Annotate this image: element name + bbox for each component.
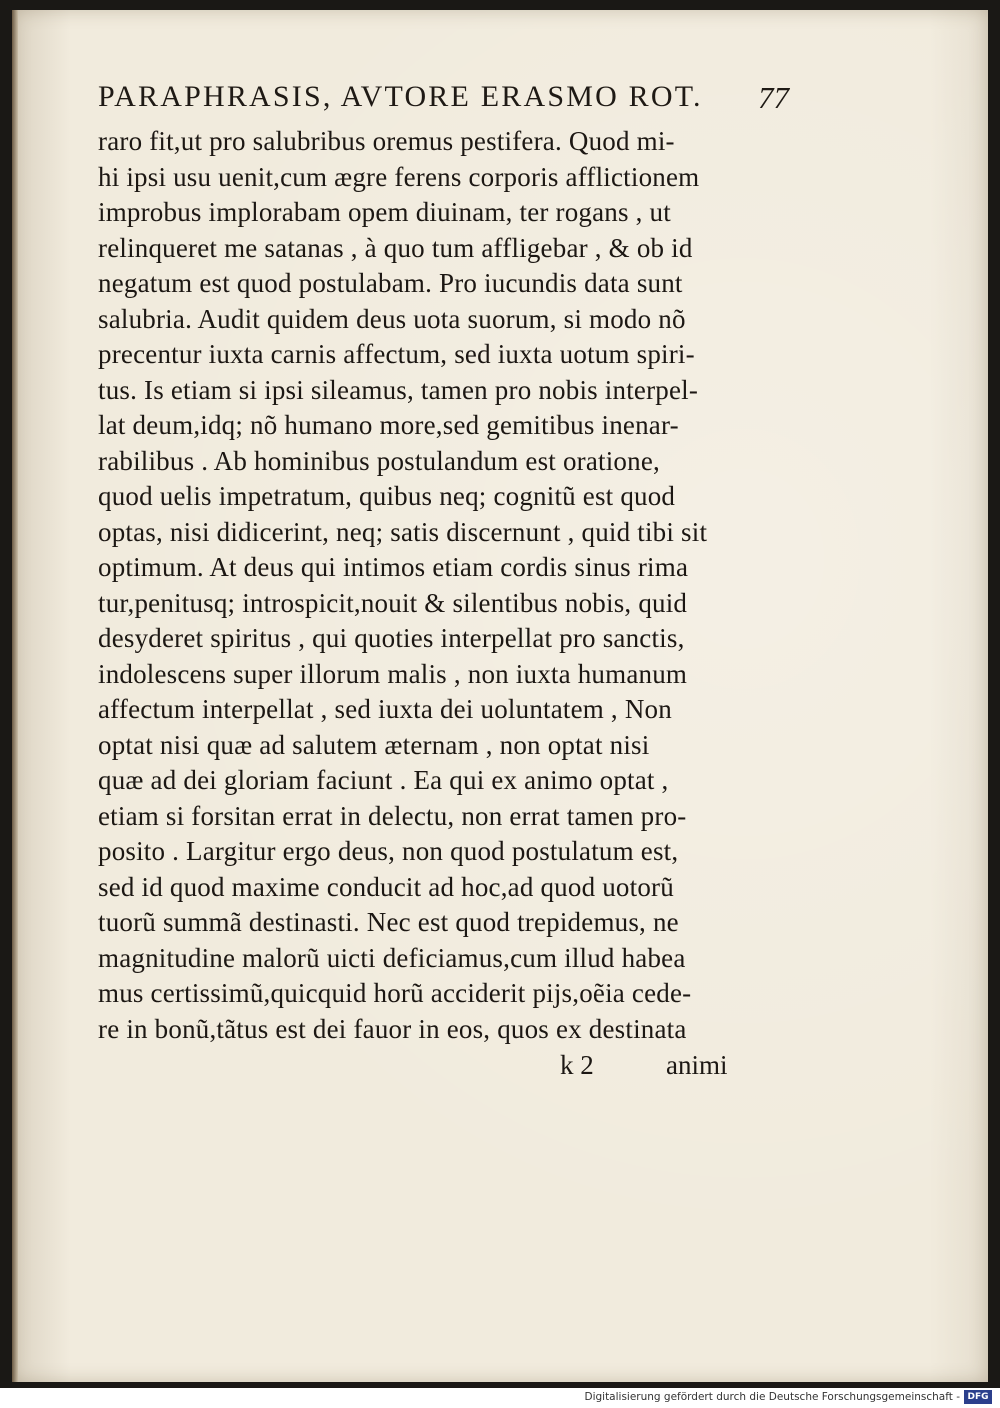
text-line: tuorũ summã destinasti. Nec est quod trepidemus, ne xyxy=(98,907,679,937)
text-line: hi ipsi usu uenit,cum ægre ferens corporis afflictionem xyxy=(98,161,700,192)
catchword: animi xyxy=(666,1050,728,1080)
text-line: precentur iuxta carnis affectum, sed iuxta uotum spiri- xyxy=(98,339,695,369)
credit-text: Digitalisierung gefördert durch die Deutsche Forschungsgemeinschaft - xyxy=(584,1391,960,1403)
page-gutter-edge xyxy=(12,10,18,1382)
text-line: relinqueret me satanas , à quo tum affligebar , & ob id xyxy=(98,232,693,263)
body-text xyxy=(98,124,758,1047)
text-line: lat deum,idq; nõ humano more,sed gemitibus inenar- xyxy=(98,410,679,440)
text-line: rabilibus . Ab hominibus postulandum est oratione, xyxy=(98,445,660,476)
page-footer xyxy=(98,1050,758,1086)
text-line: re in bonũ,tãtus est dei fauor in eos, quos ex destinata xyxy=(98,1013,687,1044)
text-line: optas, nisi didicerint, neq; satis discernunt , quid tibi sit xyxy=(98,516,708,547)
text-line: etiam si forsitan errat in delectu, non errat tamen pro- xyxy=(98,800,687,831)
dfg-logo: DFG xyxy=(964,1390,992,1404)
text-line: indolescens super illorum malis , non iuxta humanum xyxy=(98,658,688,689)
running-head: PARAPHRASIS, AVTORE ERASMO ROT. xyxy=(98,80,703,113)
text-line: mus certissimũ,quicquid horũ acciderit pijs,oẽia cede- xyxy=(98,978,692,1008)
text-line: tus. Is etiam si ipsi sileamus, tamen pro nobis interpel- xyxy=(98,374,699,405)
text-line: quod uelis impetratum, quibus neq; cognitũ est quod xyxy=(98,481,676,511)
signature-mark: k 2 xyxy=(560,1050,594,1080)
text-line: improbus implorabam opem diuinam, ter rogans , ut xyxy=(98,197,671,227)
credit-bar xyxy=(0,1388,1000,1408)
text-line: affectum interpellat , sed iuxta dei uoluntatem , Non xyxy=(98,694,672,724)
text-line: negatum est quod postulabam. Pro iucundis data sunt xyxy=(98,268,683,298)
text-line: desyderet spiritus , qui quoties interpellat pro sanctis, xyxy=(98,623,685,653)
text-line: raro fit,ut pro salubribus oremus pestifera. Quod mi- xyxy=(98,126,675,156)
text-line: sed id quod maxime conducit ad hoc,ad quod uotorũ xyxy=(98,871,674,902)
text-line: salubria. Audit quidem deus uota suorum, si modo nõ xyxy=(98,303,686,334)
page-number: 77 xyxy=(758,80,789,115)
text-line: tur,penitusq; introspicit,nouit & silentibus nobis, quid xyxy=(98,587,688,618)
text-line: optimum. At deus qui intimos etiam cordis sinus rima xyxy=(98,552,689,582)
text-line: posito . Largitur ergo deus, non quod postulatum est, xyxy=(98,836,679,866)
page-header xyxy=(98,80,798,120)
text-line: quæ ad dei gloriam faciunt . Ea qui ex animo optat , xyxy=(98,765,669,795)
text-line: magnitudine malorũ uicti deficiamus,cum illud habea xyxy=(98,942,686,973)
text-line: optat nisi quæ ad salutem æternam , non optat nisi xyxy=(98,729,650,760)
